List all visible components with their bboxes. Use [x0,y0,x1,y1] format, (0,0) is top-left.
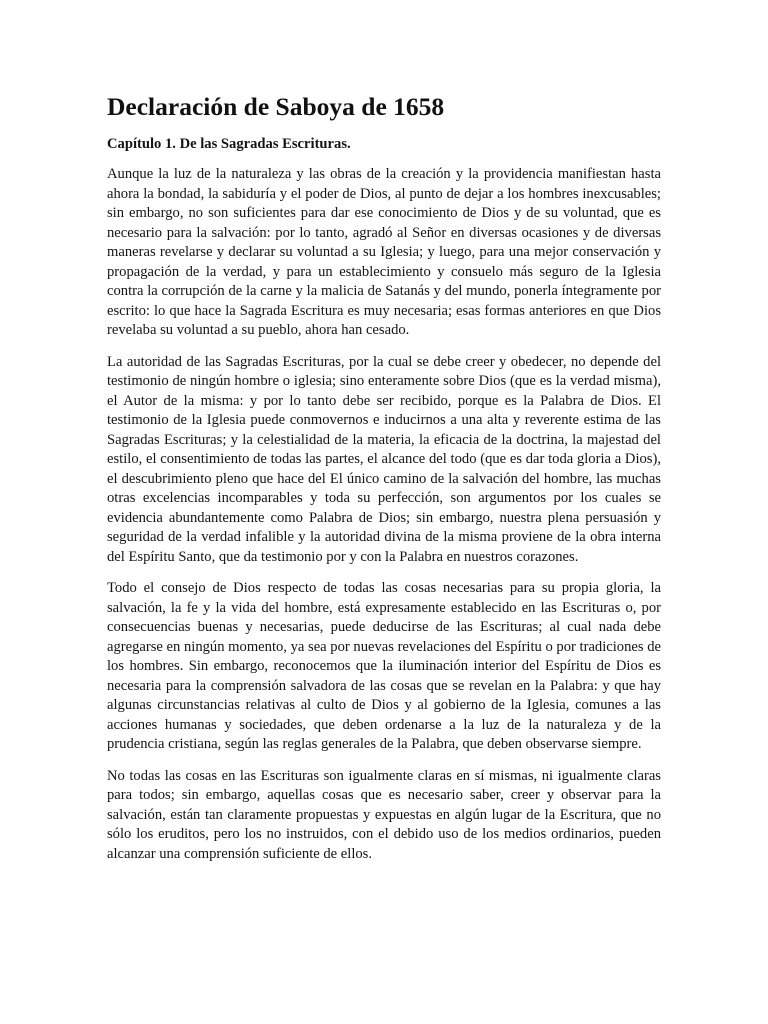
paragraph-2: La autoridad de las Sagradas Escrituras, por la cual se debe creer y obedecer, no depende del testimonio de ningún hombre o iglesia; sino enteramente sobre Dios (que es la verdad misma), el Autor de la misma: y por lo tanto debe ser recibido, porque es la Palabra de Dios. El testimonio de la Iglesia puede conmovernos e inducirnos a una alta y reverente estima de las Sagradas Escrituras; y la celestialidad de la materia, la eficacia de la doctrina, la majestad del estilo, el consentimiento de todas las partes, el alcance del todo (que es dar toda gloria a Dios), el descubrimiento pleno que hace del El único camino de la salvación del hombre, las muchas otras excelencias incomparables y toda su perfección, son argumentos por los cuales se evidencia abundantemente como Palabra de Dios; sin embargo, nuestra plena persuasión y seguridad de la verdad infalible y la autoridad divina de la misma proviene de la obra interna del Espíritu Santo, que da testimonio por y con la Palabra en nuestros corazones. [107,353,661,565]
document-title: Declaración de Saboya de 1658 [107,92,445,121]
paragraph-3: Todo el consejo de Dios respecto de todas las cosas necesarias para su propia gloria, la salvación, la fe y la vida del hombre, está expresamente establecido en las Escrituras o, por consecuencias buenas y necesarias, puede deducirse de las Escrituras; al cual nada debe agregarse en ningún momento, ya sea por nuevas revelaciones del Espíritu o por tradiciones de los hombres. Sin embargo, reconocemos que la iluminación interior del Espíritu de Dios es necesaria para la comprensión salvadora de las cosas que se revelan en la Palabra: y que hay algunas circunstancias relativas al culto de Dios y al gobierno de la Iglesia, comunes a las acciones humanas y sociedades, que deben ordenarse a la luz de la naturaleza y de la prudencia cristiana, según las reglas generales de la Palabra, que deben observarse siempre. [107,580,661,752]
chapter-heading: Capítulo 1. De las Sagradas Escrituras. [107,136,351,152]
paragraph-4: No todas las cosas en las Escrituras son igualmente claras en sí mismas, ni igualmente claras para todos; sin embargo, aquellas cosas que es necesario saber, creer y observar para la salvación, están tan claramente propuestas y expuestas en algún lugar de la Escritura, que no sólo los eruditos, pero los no instruidos, con el debido uso de los medios ordinarios, pueden alcanzar una comprensión suficiente de ellos. [107,767,661,862]
paragraph-1: Aunque la luz de la naturaleza y las obras de la creación y la providencia manifiestan hasta ahora la bondad, la sabiduría y el poder de Dios, al punto de dejar a los hombres inexcusables; sin embargo, no son suficientes para dar ese conocimiento de Dios y de su voluntad, que es necesario para la salvación: por lo tanto, agradó al Señor en diversas ocasiones y de diversas maneras revelarse y declarar su voluntad a su Iglesia; y luego, para una mejor conservación y propagación de la verdad, y para un establecimiento y consuelo más seguro de la Iglesia contra la corrupción de la carne y la malicia de Satanás y del mundo, ponerla íntegramente por escrito: lo que hace la Sagrada Escritura es muy necesaria; esas formas anteriores en que Dios revelaba su voluntad a su pueblo, ahora han cesado. [107,166,661,338]
document-page [107,92,661,876]
